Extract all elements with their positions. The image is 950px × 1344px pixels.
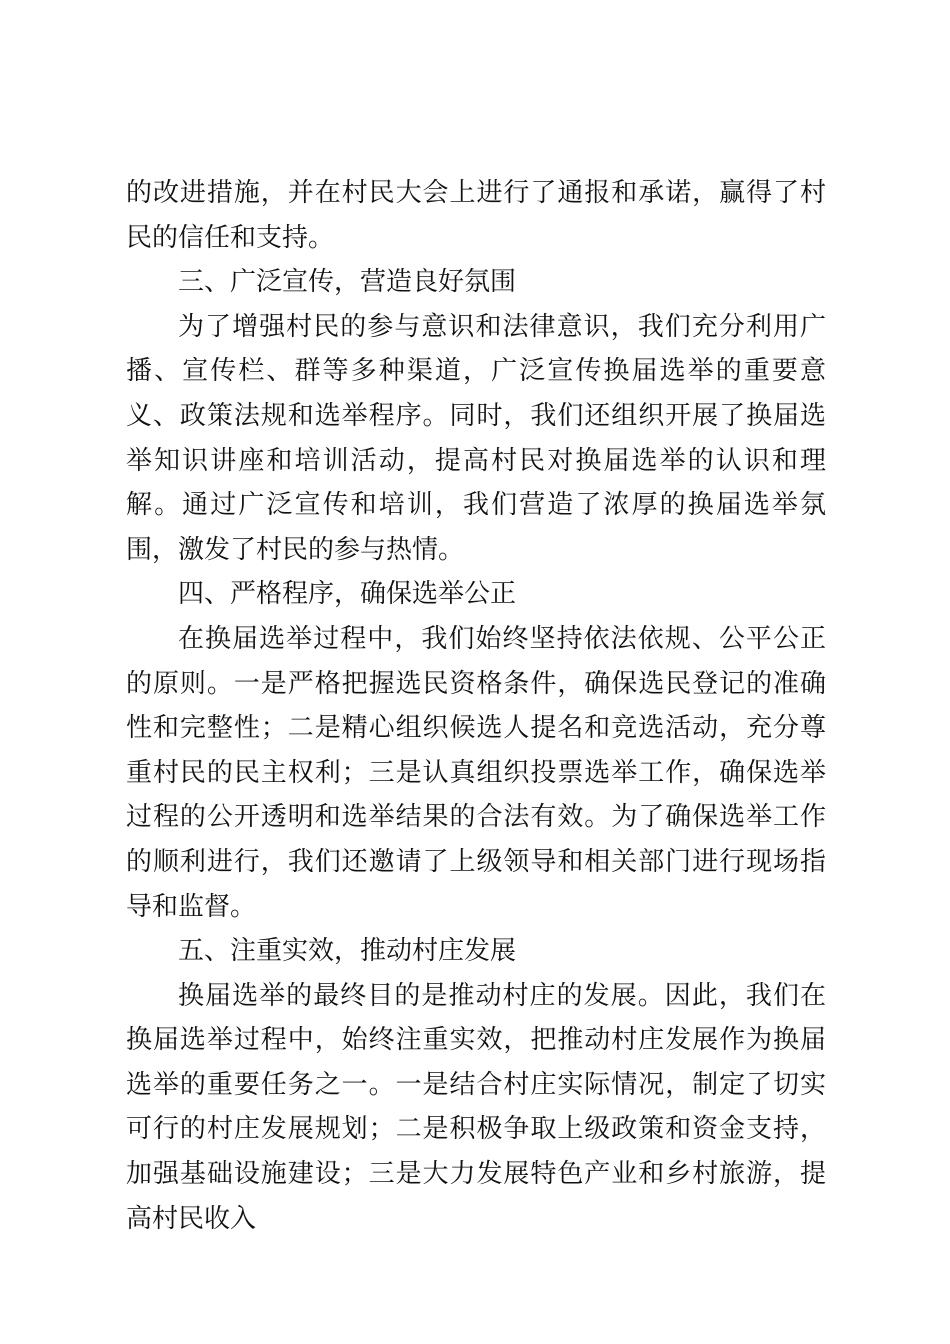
paragraph-procedure: 在换届选举过程中，我们始终坚持依法依规、公平公正的原则。一是严格把握选民资格条件，确保选民登记的准确性和完整性；二是精心组织候选人提名和竞选活动，充分尊重村民的民主权利；三是认真组织投票选举工作，确保选举过程的公开透明和选举结果的合法有效。为了确保选举工作的顺利进行，我们还邀请了上级领导和相关部门进行现场指导和监督。 <box>126 623 826 922</box>
paragraph-development: 换届选举的最终目的是推动村庄的发展。因此，我们在换届选举过程中，始终注重实效，把推动村庄发展作为换届选举的重要任务之一。一是结合村庄实际情况，制定了切实可行的村庄发展规划；二是积极争取上级政策和资金支持，加强基础设施建设；三是大力发展特色产业和乡村旅游，提高村民收入 <box>126 980 826 1234</box>
paragraph-publicity: 为了增强村民的参与意识和法律意识，我们充分利用广播、宣传栏、群等多种渠道，广泛宣传换届选举的重要意义、政策法规和选举程序。同时，我们还组织开展了换届选举知识讲座和培训活动，提高村民对换届选举的认识和理解。通过广泛宣传和培训，我们营造了浓厚的换届选举氛围，激发了村民的参与热情。 <box>126 311 826 565</box>
section-heading-5: 五、注重实效，推动村庄发展 <box>178 936 517 967</box>
section-heading-3: 三、广泛宣传，营造良好氛围 <box>178 267 517 298</box>
paragraph-continuation: 的改进措施，并在村民大会上进行了通报和承诺，赢得了村民的信任和支持。 <box>126 178 826 253</box>
document-body <box>126 171 826 1241</box>
section-heading-4: 四、严格程序，确保选举公正 <box>178 579 517 610</box>
